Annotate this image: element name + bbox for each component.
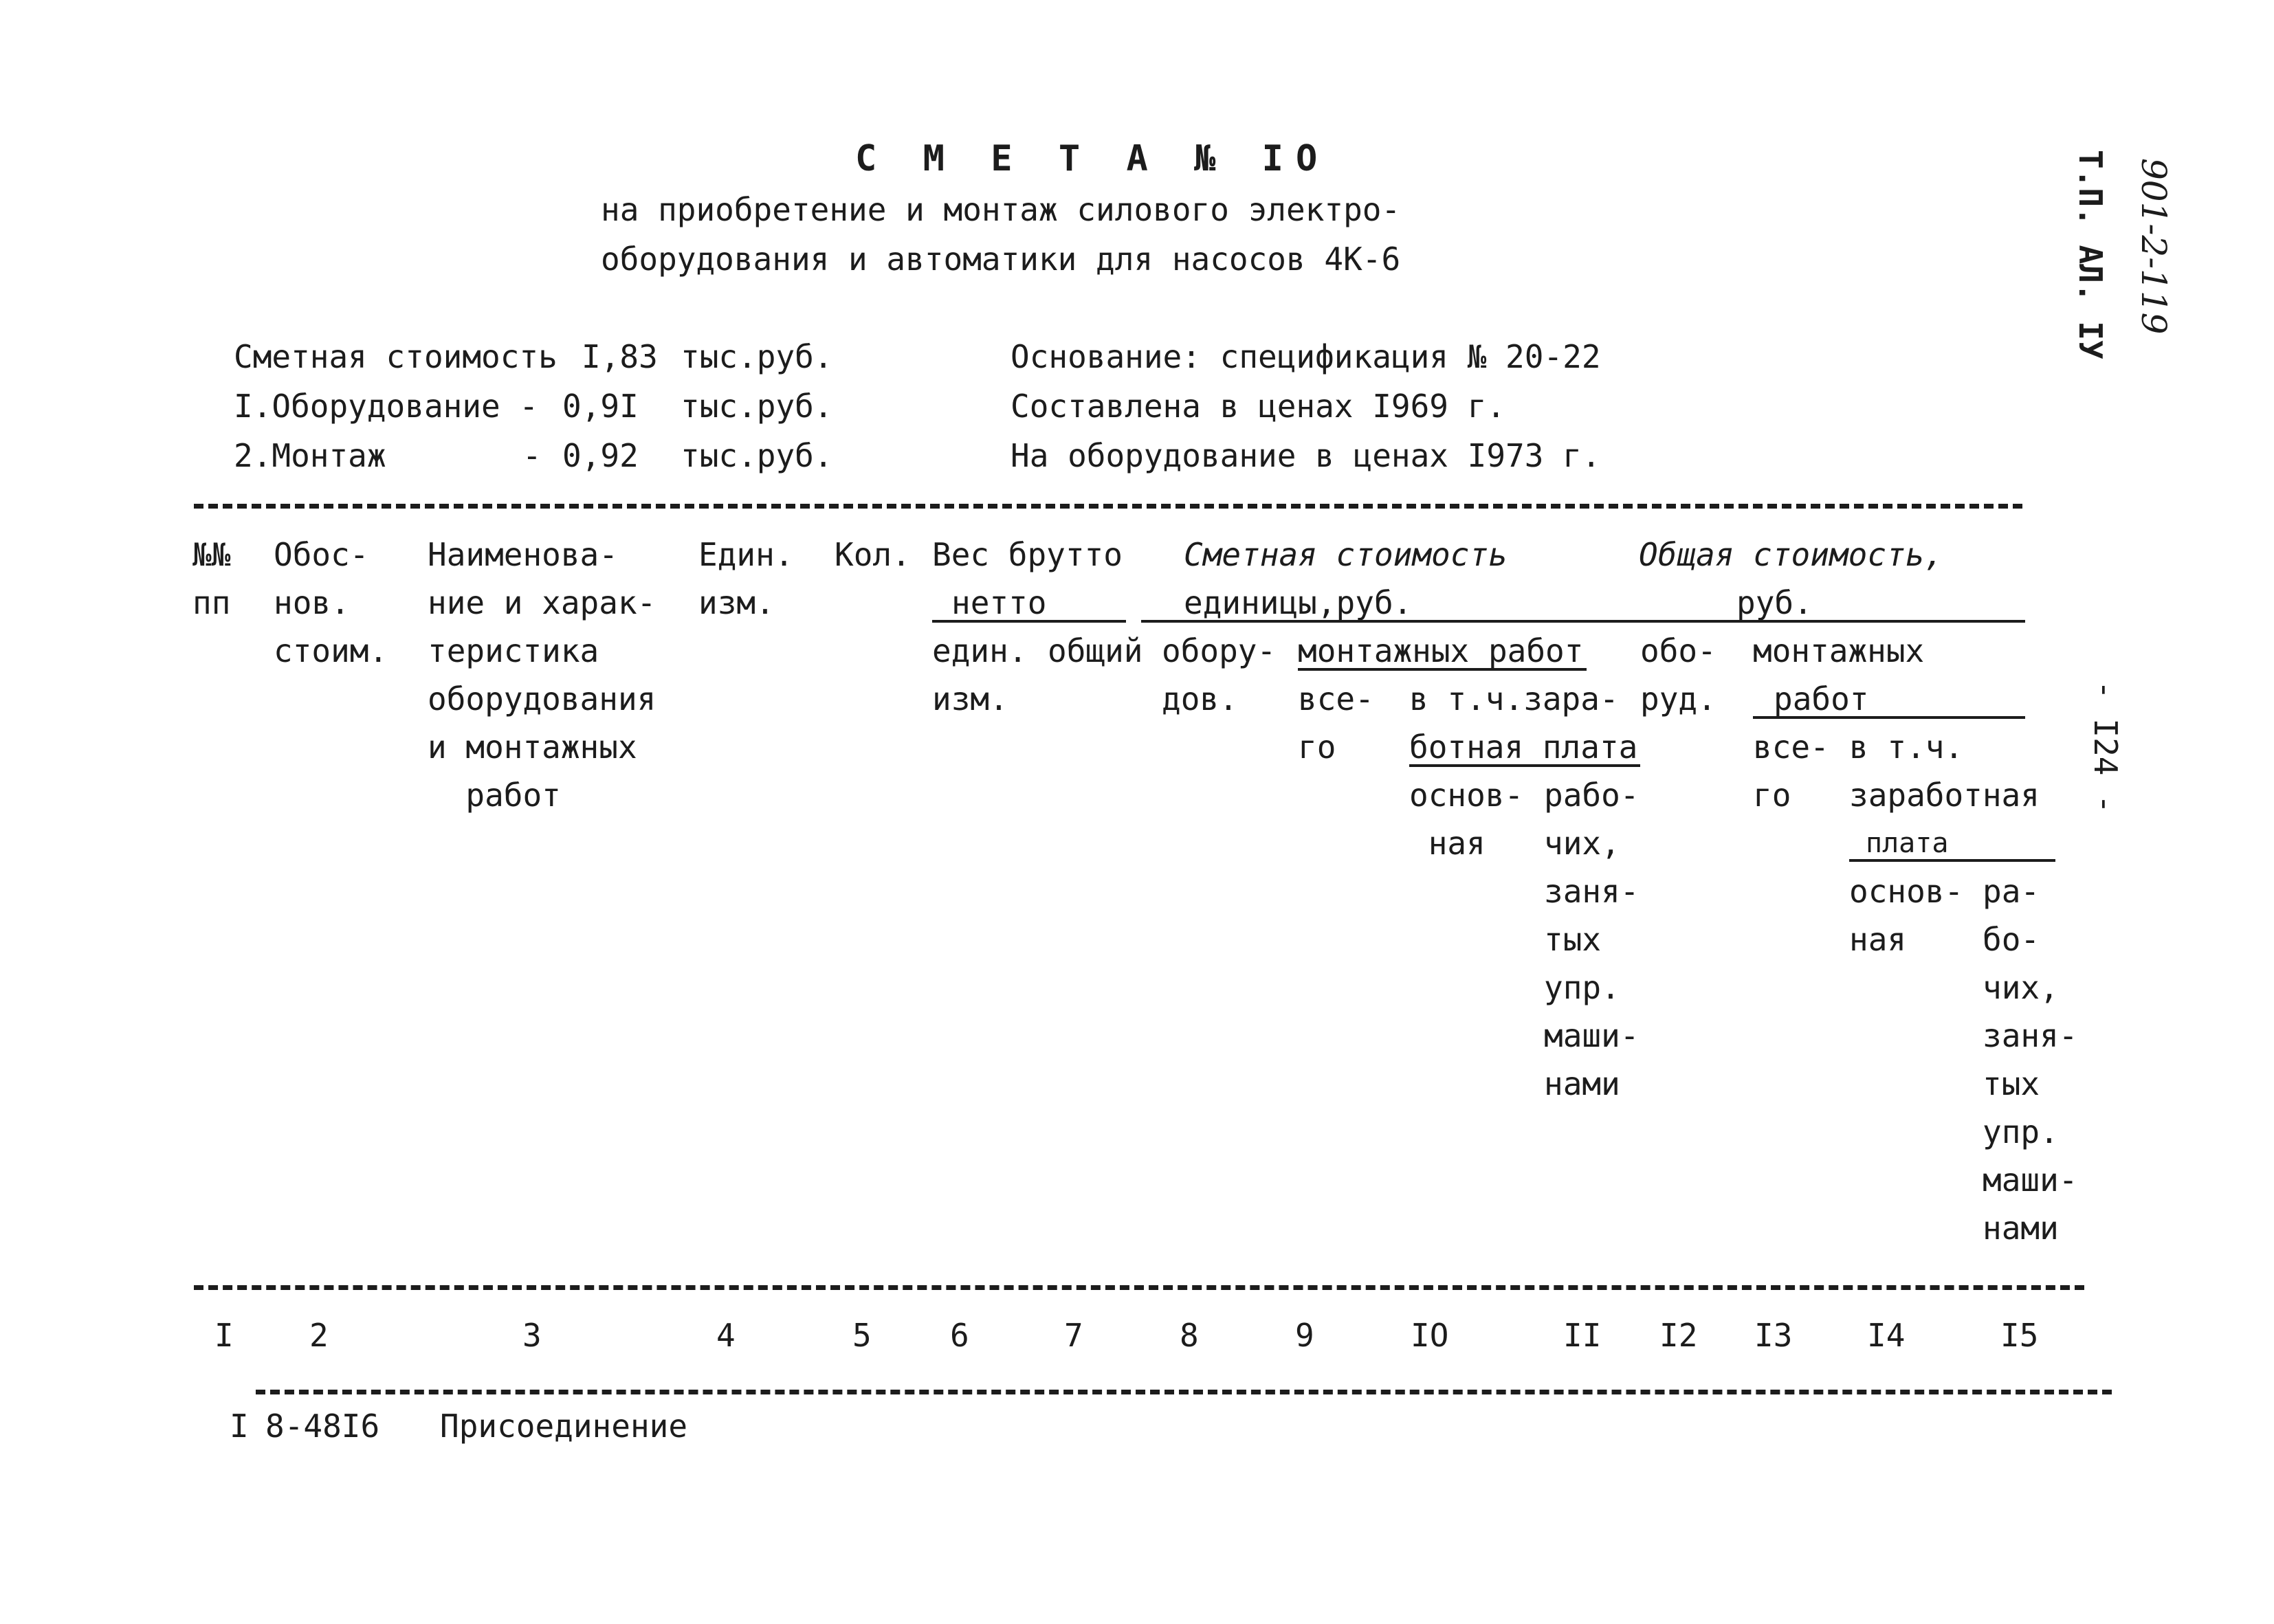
col-number-8: 8 [1180, 1317, 1199, 1354]
col-number-12: I2 [1659, 1317, 1698, 1354]
col-number-3: 3 [522, 1317, 542, 1354]
estimated-cost-label: Сметная стоимость [234, 338, 558, 375]
col-number-6: 6 [950, 1317, 969, 1354]
document-subtitle-line2: оборудования и автоматики для насосов 4К-6 [601, 241, 1401, 278]
col-header-wage-workers: рабо- чих, заня- тых упр. маши- нами [1544, 777, 1640, 1102]
mounting-cost-value: 0,92 [562, 437, 639, 474]
col-number-13: I3 [1754, 1317, 1793, 1354]
col-number-14: I4 [1867, 1317, 1906, 1354]
col-number-2: 2 [309, 1317, 329, 1354]
header-top-divider [194, 504, 2022, 509]
col-header-basis: Обос- нов. стоим. [274, 536, 388, 669]
estimated-cost-value: I,83 [582, 338, 658, 375]
col-header-mount-total: все- го [1298, 680, 1374, 766]
col-header-total-mount-total: все- го [1753, 728, 1829, 814]
total-mount-underline [1753, 716, 2025, 719]
page-number: - I24 - [2087, 680, 2124, 814]
col-header-total-wage-workers: ра- бо- чих, заня- тых упр. маши- нами [1983, 873, 2078, 1247]
equipment-price-year-note: На оборудование в ценах I973 г. [1011, 437, 1601, 474]
column-numbers-divider [256, 1390, 2112, 1394]
header-bottom-divider [194, 1285, 2084, 1290]
mounting-cost-unit: тыс.руб. [681, 437, 833, 474]
table-row-number: I [230, 1408, 249, 1445]
right-stamp-code: Т.П. АЛ. IУ [2072, 150, 2109, 359]
table-row-name: Присоединение [440, 1408, 688, 1445]
mounting-cost-label: 2.Монтаж [234, 437, 386, 474]
col-header-total-mount: монтажных [1753, 632, 1925, 669]
estimated-cost-unit: тыс.руб. [681, 338, 833, 375]
col-number-1: I [214, 1317, 234, 1354]
col-header-equipment-unit: обору- дов. [1162, 632, 1277, 718]
col-header-total-cost: Общая стоимость, [1639, 536, 1944, 573]
col-number-5: 5 [852, 1317, 872, 1354]
col-number-15: I5 [2000, 1317, 2039, 1354]
col-number-11: II [1563, 1317, 1602, 1354]
col-number-4: 4 [716, 1317, 736, 1354]
equipment-cost-unit: тыс.руб. [681, 388, 833, 425]
wage-underline [1409, 764, 1640, 767]
col-header-total-wage-basic: основ- ная [1849, 873, 1964, 958]
col-header-weight-net: нетто [951, 584, 1047, 621]
col-header-unit-cost-sub: единицы,руб. [1184, 584, 1413, 621]
mount-works-underline [1298, 668, 1587, 671]
table-row-code: 8-48I6 [265, 1408, 380, 1445]
document-title: С М Е Т А № IO [855, 138, 1330, 179]
col-header-quantity: Кол. [835, 536, 911, 573]
col-header-total-wage: в т.ч. заработная [1849, 728, 2040, 814]
equipment-cost-value: 0,9I [562, 388, 639, 425]
col-header-wage-basic: основ- ная [1409, 777, 1524, 862]
col-header-unit: Един. изм. [698, 536, 794, 621]
price-year-note: Составлена в ценах I969 г. [1011, 388, 1506, 425]
col-header-name: Наименова- ние и харак- теристика оборудования и монтажных работ [428, 536, 656, 814]
equipment-cost-label: I.Оборудование - [234, 388, 539, 425]
col-number-10: IO [1411, 1317, 1449, 1354]
col-header-total-cost-rub: руб. [1736, 584, 1813, 621]
col-header-total-equipment: обо- руд. [1640, 632, 1716, 718]
col-header-weight-unit: един. изм. [932, 632, 1028, 718]
document-subtitle-line1: на приобретение и монтаж силового электро- [601, 191, 1401, 228]
col-header-unit-cost: Сметная стоимость [1184, 536, 1508, 573]
unit-cost-underline [1141, 620, 2025, 623]
col-header-weight-total: общий [1048, 632, 1143, 669]
col-header-mount-works: монтажных работ [1298, 632, 1584, 669]
col-header-weight-gross: Вес брутто [932, 536, 1123, 573]
handwritten-project-number: 901-2-119 [2134, 158, 2174, 335]
col-header-total-wage-plata: плата [1866, 827, 1949, 859]
mounting-cost-dash: - [522, 437, 542, 474]
total-wage-underline [1849, 859, 2055, 862]
weight-net-underline [932, 620, 1126, 623]
estimate-basis: Основание: спецификация № 20-22 [1011, 338, 1601, 375]
col-number-7: 7 [1064, 1317, 1083, 1354]
col-header-total-mount-works: работ [1774, 680, 1869, 718]
col-header-number: №№ пп [192, 536, 231, 621]
col-number-9: 9 [1295, 1317, 1314, 1354]
col-header-wage: в т.ч.зара- ботная плата [1409, 680, 1638, 766]
